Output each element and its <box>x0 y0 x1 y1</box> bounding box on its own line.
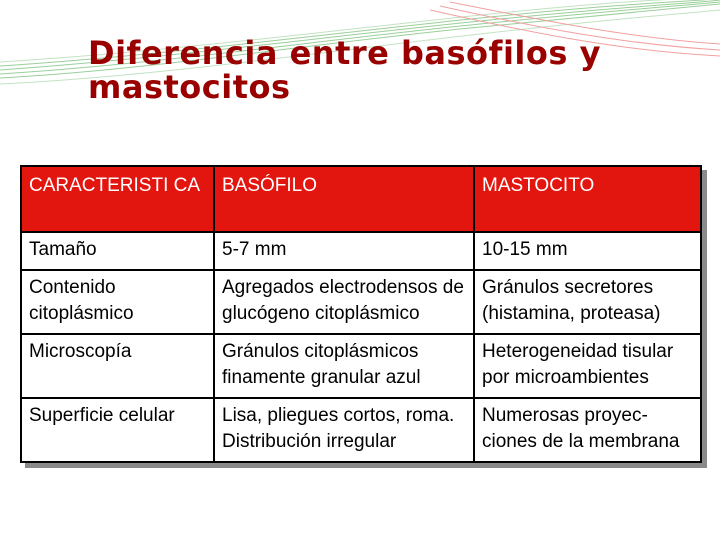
title-line-2: mastocitos <box>88 68 291 106</box>
table-row <box>21 270 701 334</box>
row-label: Superficie celular <box>21 398 214 462</box>
basophil-value: 5-7 mm <box>214 232 474 270</box>
row-label: Microscopía <box>21 334 214 398</box>
row-label: Contenido citoplásmico <box>21 270 214 334</box>
header-basophil: BASÓFILO <box>214 166 474 232</box>
table-header-row <box>21 166 701 232</box>
mast-cell-value: Heterogeneidad tisular por microambientes <box>474 334 701 398</box>
mast-cell-value: Gránulos secretores (histamina, proteasa) <box>474 270 701 334</box>
basophil-value: Gránulos citoplásmicos finamente granular azul <box>214 334 474 398</box>
mast-cell-value: 10-15 mm <box>474 232 701 270</box>
table-row <box>21 334 701 398</box>
comparison-table <box>20 165 702 463</box>
header-characteristic: CARACTERISTI CA <box>21 166 214 232</box>
table-row <box>21 232 701 270</box>
basophil-value: Agregados electrodensos de glucógeno citoplásmico <box>214 270 474 334</box>
header-mast-cell: MASTOCITO <box>474 166 701 232</box>
mast-cell-value: Numerosas proyec-ciones de la membrana <box>474 398 701 462</box>
title-line-1: Diferencia entre basófilos y <box>88 34 601 72</box>
table-row <box>21 398 701 462</box>
basophil-value: Lisa, pliegues cortos, roma. Distribución irregular <box>214 398 474 462</box>
page-title <box>88 36 708 104</box>
row-label: Tamaño <box>21 232 214 270</box>
